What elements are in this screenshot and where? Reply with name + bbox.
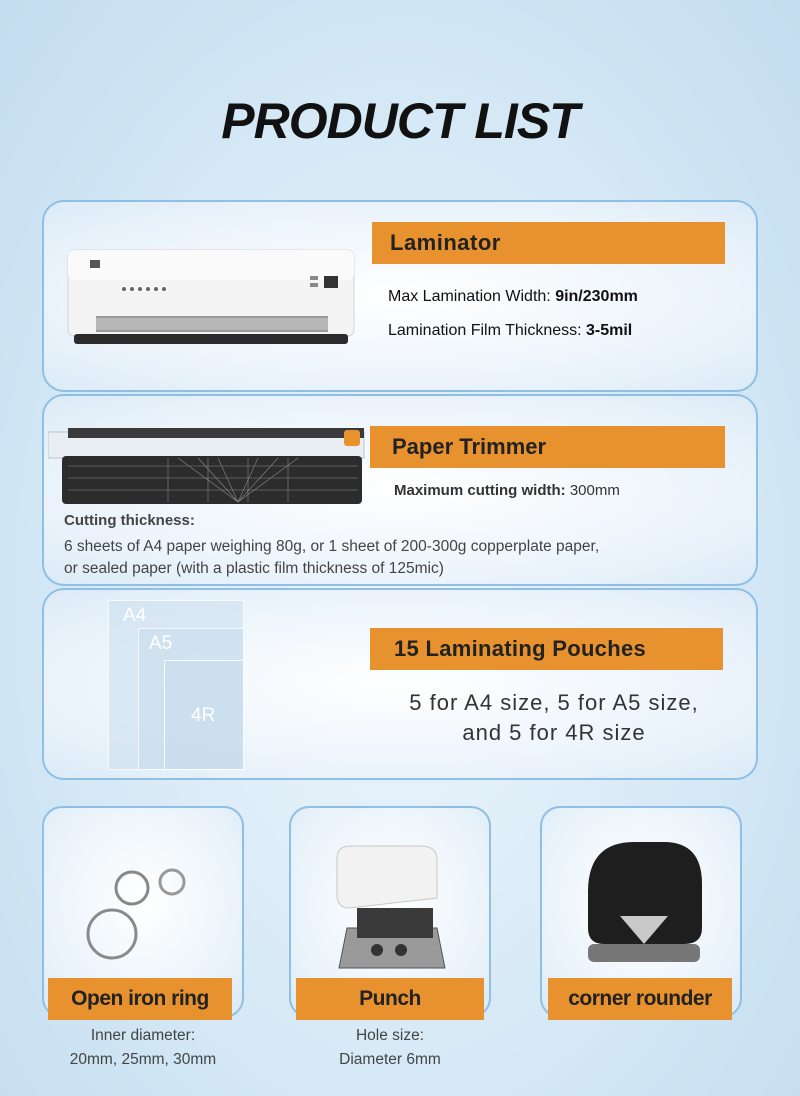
pouches-panel bbox=[42, 588, 758, 780]
lamination-thickness-label: Lamination Film Thickness: bbox=[388, 322, 586, 339]
max-cutting-width bbox=[394, 482, 620, 499]
lamination-thickness bbox=[388, 322, 632, 340]
punch-label: Punch bbox=[296, 978, 484, 1020]
laminator-panel bbox=[42, 200, 758, 392]
paper-trimmer-image bbox=[48, 416, 378, 506]
max-cutting-width-label: Maximum cutting width: bbox=[394, 482, 566, 499]
lamination-width-label: Max Lamination Width: bbox=[388, 288, 556, 305]
corner-rounder-image bbox=[568, 832, 718, 972]
cutting-thickness-line-1: 6 sheets of A4 paper weighing 80g, or 1 sheet of 200-300g copperplate paper, bbox=[64, 538, 600, 555]
pouch-4r bbox=[164, 660, 244, 770]
pouches-line-1: 5 for A4 size, 5 for A5 size, bbox=[409, 690, 699, 715]
iron-ring-description bbox=[42, 1024, 244, 1072]
laminator-image bbox=[66, 246, 356, 350]
corner-rounder-label: corner rounder bbox=[548, 978, 732, 1020]
pouch-a4-label: A4 bbox=[123, 605, 147, 626]
laminator-heading: Laminator bbox=[372, 222, 725, 264]
lamination-width-value: 9in/230mm bbox=[555, 288, 638, 305]
punch-desc-line-1: Hole size: bbox=[355, 1027, 425, 1044]
pouches-description bbox=[364, 688, 744, 748]
punch-image bbox=[327, 838, 457, 978]
iron-ring-desc-line-1: Inner diameter: bbox=[90, 1027, 196, 1044]
max-cutting-width-value: 300mm bbox=[565, 482, 620, 499]
pouches-line-2: and 5 for 4R size bbox=[462, 720, 646, 745]
iron-ring-label: Open iron ring bbox=[48, 978, 232, 1020]
iron-ring-image bbox=[74, 858, 224, 968]
trimmer-panel bbox=[42, 394, 758, 586]
pouch-4r-label: 4R bbox=[191, 705, 216, 726]
pouch-a5-label: A5 bbox=[149, 633, 173, 654]
lamination-thickness-value: 3-5mil bbox=[586, 322, 633, 339]
iron-ring-desc-line-2: 20mm, 25mm, 30mm bbox=[69, 1051, 217, 1068]
punch-description bbox=[289, 1024, 491, 1072]
cutting-thickness-text bbox=[64, 536, 754, 580]
cutting-thickness-title: Cutting thickness: bbox=[64, 512, 195, 529]
pouches-heading: 15 Laminating Pouches bbox=[370, 628, 723, 670]
lamination-width bbox=[388, 288, 638, 306]
page-title: PRODUCT LIST bbox=[221, 93, 579, 149]
paper-trimmer-heading: Paper Trimmer bbox=[370, 426, 725, 468]
punch-desc-line-2: Diameter 6mm bbox=[339, 1051, 441, 1068]
cutting-thickness-line-2: or sealed paper (with a plastic film thickness of 125mic) bbox=[64, 560, 444, 577]
